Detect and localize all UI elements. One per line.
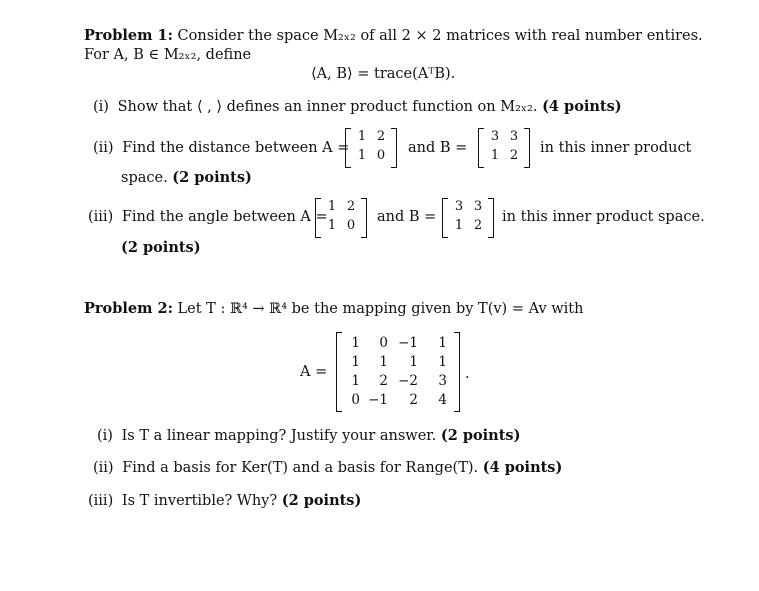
matrix-cell: 1	[490, 148, 500, 163]
matrix-cell: 1	[357, 148, 367, 163]
matrix-cell: 2	[509, 148, 519, 163]
problem-1-part-ii	[93, 140, 349, 156]
matrix-cell: 1	[351, 373, 360, 389]
matrix-cell: 0	[351, 392, 360, 408]
part-text: Find the angle between A =	[121, 209, 328, 225]
points: (2 points)	[172, 169, 252, 186]
part-iii-points: (2 points)	[121, 239, 201, 256]
part-text: Show that ⟨ , ⟩ defines an inner product function on M₂ₓ₂.	[117, 99, 538, 115]
problem-1-intro-line2: For A, B ∈ M₂ₓ₂, define	[84, 47, 252, 63]
matrix-cell: −1	[398, 335, 418, 351]
part-number: (ii)	[93, 140, 114, 156]
matrix-cell: 1	[351, 335, 360, 351]
matrix-cell: 1	[438, 335, 447, 351]
matrix-cell: 3	[490, 129, 500, 144]
matrix-cell: 3	[438, 373, 447, 389]
part-text: Is T a linear mapping? Justify your answer.	[121, 428, 437, 444]
problem-1-label: Problem 1:	[84, 27, 173, 44]
matrix-cell: 1	[357, 129, 367, 144]
part-text: Find the distance between A =	[122, 140, 350, 156]
part-number: (i)	[93, 99, 109, 115]
matrix-end-period: .	[465, 366, 470, 382]
matrix-label: A =	[300, 364, 328, 380]
matrix-a-4x4	[336, 332, 460, 412]
matrix-cell: 2	[409, 392, 418, 408]
matrix-a-iii	[315, 198, 367, 238]
problem-2-intro	[84, 300, 583, 317]
matrix-b-iii	[442, 198, 494, 238]
matrix-cell: 2	[473, 218, 483, 233]
points: (4 points)	[482, 459, 563, 476]
matrix-a-ii	[345, 128, 397, 168]
part-text: Is T invertible? Why?	[121, 493, 278, 509]
problem-1-intro-line1: Consider the space M₂ₓ₂ of all 2 × 2 matrices with real number entires.	[177, 28, 703, 44]
problem-1-part-iii	[88, 209, 328, 225]
matrix-cell: 4	[438, 392, 447, 408]
matrix-cell: 0	[346, 218, 356, 233]
points: (4 points)	[542, 98, 622, 115]
matrix-cell: 1	[409, 354, 418, 370]
problem-1-part-i	[93, 98, 622, 115]
part-text: Find a basis for Ker(T) and a basis for Range(T).	[122, 460, 479, 476]
part-number: (i)	[97, 428, 113, 444]
matrix-cell: 1	[327, 199, 337, 214]
matrix-cell: 0	[379, 335, 388, 351]
matrix-cell: 1	[438, 354, 447, 370]
matrix-cell: 3	[509, 129, 519, 144]
part-text: space.	[121, 170, 168, 186]
problem-2-part-i	[97, 427, 520, 444]
matrix-cell: 2	[346, 199, 356, 214]
matrix-cell: 3	[473, 199, 483, 214]
problem-2-label: Problem 2:	[84, 300, 173, 317]
problem-2-part-ii	[93, 459, 562, 476]
matrix-cell: 2	[376, 129, 386, 144]
matrix-cell: −1	[368, 392, 388, 408]
part-number: (ii)	[93, 460, 114, 476]
part-ii-text-post: in this inner product	[540, 140, 692, 156]
problem-2-part-iii	[88, 492, 361, 509]
matrix-cell: 1	[327, 218, 337, 233]
matrix-cell: 1	[379, 354, 388, 370]
matrix-cell: −2	[398, 373, 418, 389]
matrix-cell: 3	[454, 199, 464, 214]
matrix-cell: 2	[379, 373, 388, 389]
matrix-b-ii	[478, 128, 530, 168]
problem-1-intro	[84, 27, 703, 44]
and-b-iii: and B =	[377, 209, 437, 225]
matrix-cell: 1	[351, 354, 360, 370]
part-iii-text-post: in this inner product space.	[502, 209, 705, 225]
part-ii-continuation	[121, 169, 252, 186]
matrix-cell: 1	[454, 218, 464, 233]
points: (2 points)	[281, 492, 362, 509]
inner-product-definition: ⟨A, B⟩ = trace(AᵀB).	[311, 66, 456, 82]
points: (2 points)	[440, 427, 521, 444]
part-number: (iii)	[88, 209, 114, 225]
and-b-ii: and B =	[408, 140, 468, 156]
matrix-cell: 0	[376, 148, 386, 163]
part-number: (iii)	[88, 493, 114, 509]
problem-2-intro-text: Let T : ℝ⁴ → ℝ⁴ be the mapping given by T(v) = Av with	[177, 301, 584, 317]
